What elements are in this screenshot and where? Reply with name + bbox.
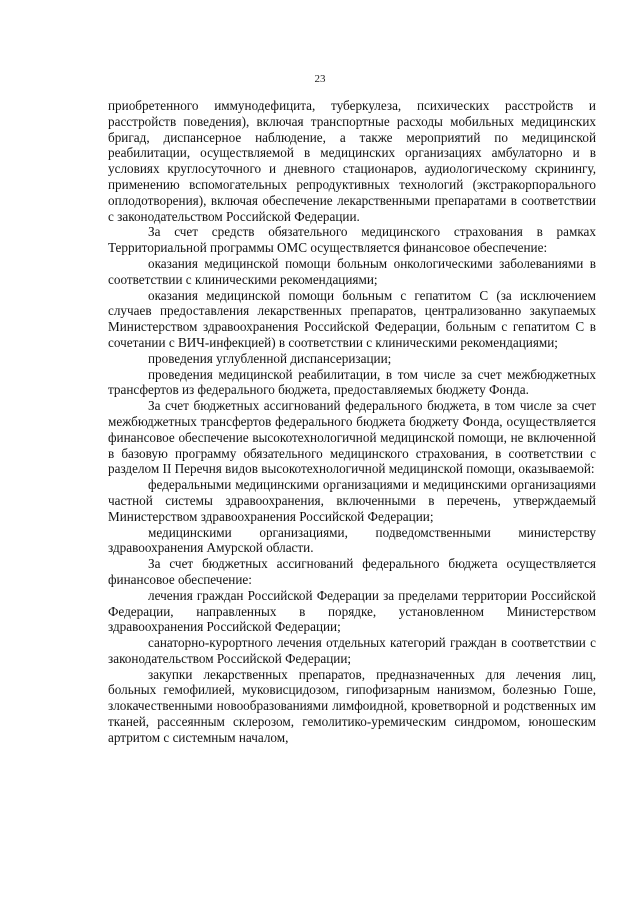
paragraph: оказания медицинской помощи больным с гепатитом С (за исключением случаев предоставления лекарственных препаратов, централизованно закупаемых Министерством здравоохранения Российской Федерации, больным с гепатитом С в сочетании с ВИЧ-инфекцией) в соответствии с клиническими рекомендациями;: [108, 287, 596, 350]
page-number: 23: [314, 73, 326, 85]
paragraph: санаторно-курортного лечения отдельных категорий граждан в соответствии с законодательством Российской Федерации;: [108, 635, 596, 666]
paragraph: проведения углубленной диспансеризации;: [148, 350, 392, 366]
paragraph: проведения медицинской реабилитации, в том числе за счет межбюджетных трансфертов из федерального бюджета, предоставляемых бюджету Фонда.: [108, 366, 596, 398]
paragraph: федеральными медицинскими организациями и медицинскими организациями частной системы здравоохранения, включенными в перечень, утверждаемый Министерством здравоохранения Российской Федерации;: [108, 477, 596, 524]
document-body: [108, 98, 596, 746]
paragraph: закупки лекарственных препаратов, предназначенных для лечения лиц, больных гемофилией, муковисцидозом, гипофизарным нанизмом, болезнью Гоше, злокачественными новообразованиями лимфоидной, кроветворной и родственных им тканей, рассеянным склерозом, гемолитико-уремическим синдромом, юношеским артритом с системным началом,: [108, 666, 596, 745]
paragraph: За счет бюджетных ассигнований федерального бюджета, в том числе за счет межбюджетных трансфертов федерального бюджета бюджету Фонда, осуществляется финансовое обеспечение высокотехнологичной медицинской помощи, не включенной в базовую программу обязательного медицинского страхования, в соответствии с разделом II Перечня видов высокотехнологичной медицинской помощи, оказываемой:: [108, 398, 596, 477]
paragraph: За счет средств обязательного медицинского страхования в рамках Территориальной программы ОМС осуществляется финансовое обеспечение:: [108, 224, 596, 256]
paragraph: приобретенного иммунодефицита, туберкулеза, психических расстройств и расстройств поведения), включая транспортные расходы мобильных медицинских бригад, диспансерное наблюдение, а также мероприятий по медицинской реабилитации, осуществляемой в медицинских организациях амбулаторно и в условиях круглосуточного и дневного стационаров, аудиологическому скринингу, применению вспомогательных репродуктивных технологий (экстракорпорального оплодотворения), включая обеспечение лекарственными препаратами в соответствии с законодательством Российской Федерации.: [108, 98, 596, 224]
paragraph: медицинскими организациями, подведомственными министерству здравоохранения Амурской области.: [108, 524, 596, 556]
paragraph: лечения граждан Российской Федерации за пределами территории Российской Федерации, направленных в порядке, установленном Министерством здравоохранения Российской Федерации;: [108, 587, 596, 635]
paragraph: За счет бюджетных ассигнований федерального бюджета осуществляется финансовое обеспечение:: [108, 556, 596, 587]
paragraph: оказания медицинской помощи больным онкологическими заболеваниями в соответствии с клиническими рекомендациями;: [108, 255, 596, 287]
